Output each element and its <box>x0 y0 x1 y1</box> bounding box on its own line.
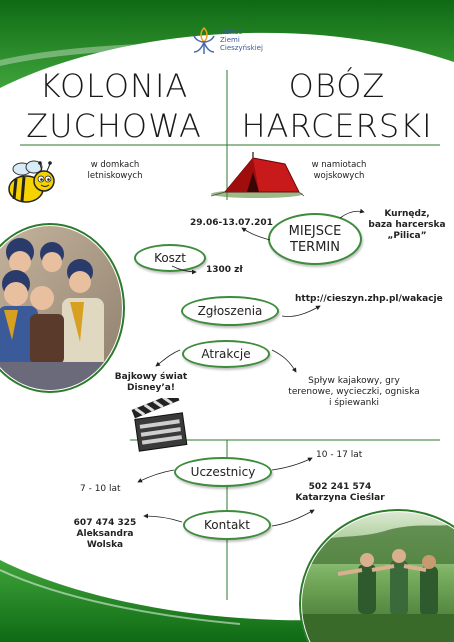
uczestnicy-label: Uczestnicy <box>190 465 256 479</box>
atrakcje-label: Atrakcje <box>201 347 251 361</box>
arrow-uczestnicy-right <box>272 458 312 470</box>
koszt-label: Koszt <box>154 251 186 265</box>
left-subtitle-line1: w domkach <box>90 160 140 170</box>
arrow-location <box>340 211 364 218</box>
arrow-koszt <box>172 266 196 272</box>
logo-line1: Hufiec <box>220 28 243 36</box>
atrakcje-right-line3: i śpiewanki <box>328 398 380 408</box>
arrow-dates <box>242 228 270 240</box>
koszt-value: 1300 zł <box>206 265 243 275</box>
dates-text: 29.06-13.07.201 <box>190 218 273 228</box>
location-line2: baza harcerska <box>368 220 446 230</box>
zgloszenia-label: Zgłoszenia <box>197 304 263 318</box>
uczestnicy-right: 10 - 17 lat <box>316 450 363 460</box>
logo-line2: Ziemi <box>220 36 240 44</box>
right-title-line2: HARCERSKI <box>241 107 433 145</box>
arrow-atrakcje-right <box>272 350 296 372</box>
left-subtitle-line2: letniskowych <box>87 171 143 181</box>
right-subtitle-line1: w namiotach <box>311 160 367 170</box>
left-title-line2: ZUCHOWA <box>26 107 202 145</box>
uczestnicy-left: 7 - 10 lat <box>80 484 121 494</box>
miejsce-line1: MIEJSCE <box>288 224 342 239</box>
kontakt-left-phone: 607 474 325 <box>73 518 137 528</box>
logo-line3: Cieszyńskiej <box>220 44 263 52</box>
atrakcje-left-line1: Bajkowy świat <box>114 372 188 382</box>
zgloszenia-url[interactable]: http://cieszyn.zhp.pl/wakacje <box>295 294 443 304</box>
atrakcje-right-line2: terenowe, wycieczki, ogniska <box>288 387 420 397</box>
atrakcje-right-line1: Spływ kajakowy, gry <box>308 376 400 386</box>
atrakcje-left-line2: Disney’a! <box>127 383 175 393</box>
arrow-zgloszenia <box>282 306 320 317</box>
kontakt-right-phone: 502 241 574 <box>308 482 372 492</box>
left-title-line1: KOLONIA <box>39 67 189 105</box>
arrow-kontakt-right <box>272 510 314 526</box>
kontakt-left-name2: Wolska <box>86 540 124 550</box>
kontakt-right-name: Katarzyna Cieślar <box>295 493 385 503</box>
location-line1: Kurnędz, <box>384 209 430 219</box>
right-title-line1: OBÓZ <box>288 67 386 105</box>
location-line3: „Pilica” <box>387 231 427 241</box>
miejsce-line2: TERMIN <box>290 240 340 255</box>
right-subtitle-line2: wojskowych <box>313 171 365 181</box>
arrow-uczestnicy-left <box>138 470 174 482</box>
arrow-atrakcje-left <box>156 350 180 366</box>
arrow-kontakt-left <box>144 516 182 522</box>
kontakt-left-name1: Aleksandra <box>76 529 134 539</box>
kontakt-label: Kontakt <box>204 518 250 532</box>
